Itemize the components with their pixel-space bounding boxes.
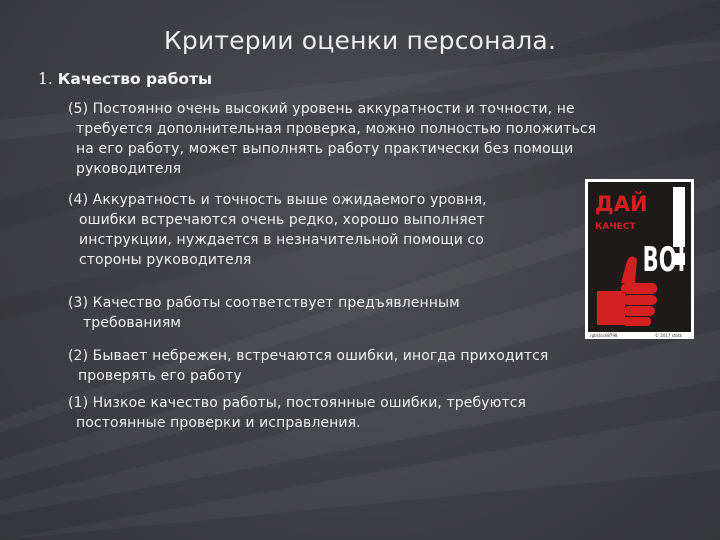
criterion-line: стороны руководителя (79, 252, 252, 268)
criterion-line: проверять его работу (78, 368, 242, 384)
criterion-line: ошибки встречаются очень редко, хорошо выполняет (79, 212, 485, 228)
criterion-line: требуется дополнительная проверка, можно полностью положиться (76, 121, 597, 137)
slide-title: Критерии оценки персонала. (163, 26, 557, 55)
criterion-3 (68, 293, 460, 333)
poster-top-text: ДАЙ (595, 192, 648, 216)
criterion-line: руководителя (76, 161, 182, 177)
criterion-line: (1) Низкое качество работы, постоянные ошибки, требуются (68, 395, 527, 411)
section-number: 1. (38, 70, 53, 88)
criterion-4 (68, 190, 487, 270)
quality-poster-image (585, 179, 694, 339)
poster-exclamation-bar (673, 187, 685, 247)
poster-art (585, 179, 694, 339)
criterion-line: постоянные проверки и исправления. (76, 415, 361, 431)
poster-side-text: КАЧЕСТ (595, 222, 636, 232)
criterion-1 (68, 393, 526, 433)
criterion-line: (3) Качество работы соответствует предъявленным (68, 295, 460, 311)
criterion-line: (4) Аккуратность и точность выше ожидаемого уровня, (68, 192, 487, 208)
poster-big-text: ВО! (642, 239, 687, 280)
criterion-line: требованиям (83, 315, 182, 331)
criterion-line: (2) Бывает небрежен, встречаются ошибки, иногда приходится (68, 348, 549, 364)
section-heading (38, 70, 212, 88)
criterion-line: на его работу, может выполнять работу практически без помощи (76, 141, 574, 157)
poster-caption-left: rgbstock8798 (590, 333, 618, 338)
poster-caption-right: © 2017 stock (655, 333, 683, 338)
criterion-5 (68, 99, 596, 179)
criterion-line: (5) Постоянно очень высокий уровень аккуратности и точности, не (68, 101, 575, 117)
section-title: Качество работы (57, 70, 213, 88)
criterion-2 (68, 346, 548, 386)
criterion-line: инструкции, нуждается в незначительной помощи со (79, 232, 484, 248)
